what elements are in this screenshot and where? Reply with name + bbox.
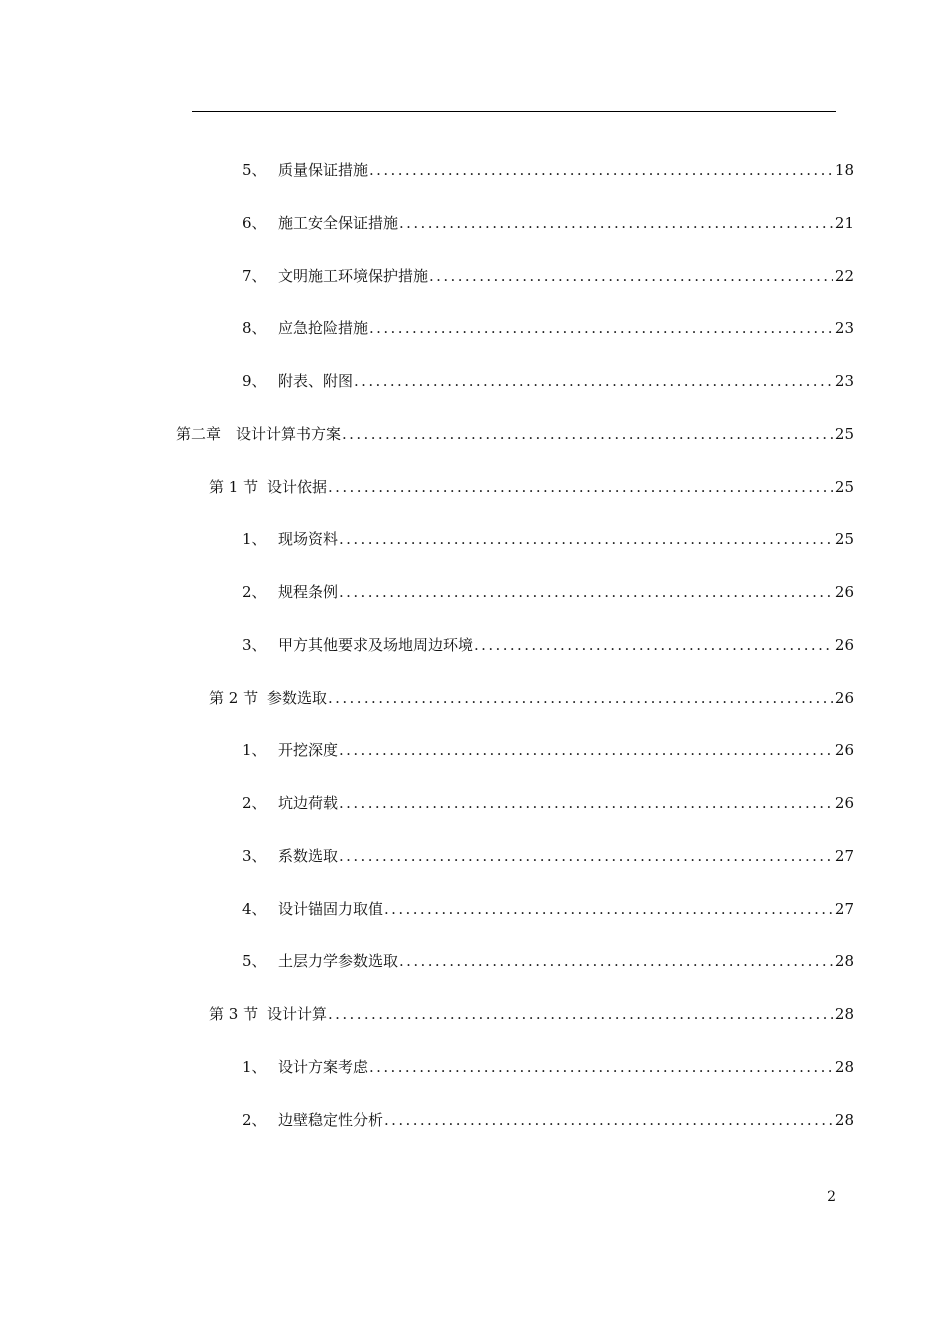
toc-entry[interactable]: [242, 949, 854, 973]
toc-dot-leader: [473, 633, 833, 657]
toc-entry[interactable]: [242, 1055, 854, 1079]
toc-entry-number: 4、: [242, 900, 267, 918]
toc-dot-leader: [398, 949, 833, 973]
toc-entry[interactable]: [242, 158, 854, 182]
toc-entry[interactable]: [242, 633, 854, 657]
toc-entry-page: 22: [834, 267, 854, 285]
toc-entry-page: 26: [834, 741, 854, 759]
toc-entry[interactable]: [242, 369, 854, 393]
toc-entry[interactable]: [242, 211, 854, 235]
toc-entry-section[interactable]: [209, 1002, 854, 1026]
toc-entry-title: 设计方案考虑: [278, 1058, 369, 1076]
toc-entry-page: 28: [834, 1005, 854, 1023]
toc-entry-page: 28: [834, 1111, 854, 1129]
toc-entry-title: 应急抢险措施: [278, 319, 369, 337]
toc-entry[interactable]: [242, 316, 854, 340]
toc-entry-title: 甲方其他要求及场地周边环境: [278, 636, 474, 654]
toc-entry-number: 6、: [242, 214, 267, 232]
toc-entry-page: 23: [834, 319, 854, 337]
toc-entry-number: 1、: [242, 1058, 267, 1076]
toc-entry-section[interactable]: [209, 475, 854, 499]
toc-entry-number: 2、: [242, 794, 267, 812]
toc-entry-page: 23: [834, 372, 854, 390]
toc-entry-title: 设计计算书方案: [236, 425, 342, 443]
toc-entry[interactable]: [242, 527, 854, 551]
toc-dot-leader: [398, 211, 833, 235]
toc-entry-page: 28: [834, 952, 854, 970]
toc-entry-number: 8、: [242, 319, 267, 337]
toc-entry-title: 设计依据: [267, 478, 328, 496]
toc-entry-page: 26: [834, 689, 854, 707]
toc-entry-title: 施工安全保证措施: [278, 214, 399, 232]
toc-dot-leader: [327, 475, 833, 499]
toc-entry-chapter[interactable]: [176, 422, 854, 446]
toc-dot-leader: [338, 791, 833, 815]
toc-entry-number: 5、: [242, 952, 267, 970]
toc-entry-page: 21: [834, 214, 854, 232]
toc-entry-page: 26: [834, 636, 854, 654]
toc-entry[interactable]: [242, 738, 854, 762]
toc-entry-title: 参数选取: [267, 689, 328, 707]
toc-dot-leader: [383, 897, 833, 921]
footer-page-number: 2: [827, 1189, 836, 1205]
toc-entry-page: 25: [834, 425, 854, 443]
toc-dot-leader: [353, 369, 833, 393]
toc-dot-leader: [428, 264, 833, 288]
toc-entry-title: 系数选取: [278, 847, 339, 865]
toc-entry-section[interactable]: [209, 686, 854, 710]
toc-entry-title: 边壁稳定性分析: [278, 1111, 384, 1129]
toc-entry-title: 设计计算: [267, 1005, 328, 1023]
toc-dot-leader: [341, 422, 833, 446]
toc-entry[interactable]: [242, 580, 854, 604]
toc-dot-leader: [383, 1108, 833, 1132]
toc-dot-leader: [368, 1055, 833, 1079]
toc-entry-title: 土层力学参数选取: [278, 952, 399, 970]
toc-entry-page: 26: [834, 794, 854, 812]
toc-entry-title: 规程条例: [278, 583, 339, 601]
toc-entry-number: 3、: [242, 636, 267, 654]
toc-entry[interactable]: [242, 1108, 854, 1132]
toc-dot-leader: [338, 738, 833, 762]
toc-dot-leader: [368, 316, 833, 340]
toc-entry-page: 18: [834, 161, 854, 179]
toc-dot-leader: [338, 844, 833, 868]
toc-entry-number: 5、: [242, 161, 267, 179]
toc-dot-leader: [368, 158, 833, 182]
toc-entry-page: 26: [834, 583, 854, 601]
toc-entry-page: 25: [834, 478, 854, 496]
toc-entry-title: 质量保证措施: [278, 161, 369, 179]
toc-entry-number: 3、: [242, 847, 267, 865]
toc-entry-number: 第二章: [176, 425, 222, 443]
toc-entry-number: 2、: [242, 1111, 267, 1129]
toc-entry-number: 第 2 节: [209, 689, 259, 707]
toc-entry-number: 第 3 节: [209, 1005, 259, 1023]
toc-entry-page: 25: [834, 530, 854, 548]
toc-entry-page: 27: [834, 847, 854, 865]
toc-dot-leader: [338, 580, 833, 604]
toc-entry-title: 开挖深度: [278, 741, 339, 759]
toc-entry-number: 第 1 节: [209, 478, 259, 496]
toc-dot-leader: [338, 527, 833, 551]
toc-entry-number: 1、: [242, 530, 267, 548]
toc-entry-number: 7、: [242, 267, 267, 285]
toc-entry-title: 现场资料: [278, 530, 339, 548]
toc-entry[interactable]: [242, 264, 854, 288]
toc-entry[interactable]: [242, 844, 854, 868]
toc-entry-title: 附表、附图: [278, 372, 354, 390]
toc-entry-page: 28: [834, 1058, 854, 1076]
toc-entry-page: 27: [834, 900, 854, 918]
toc-entry-title: 坑边荷载: [278, 794, 339, 812]
toc-entry-title: 文明施工环境保护措施: [278, 267, 429, 285]
toc-entry-number: 2、: [242, 583, 267, 601]
toc-entry-title: 设计锚固力取值: [278, 900, 384, 918]
toc-entry[interactable]: [242, 791, 854, 815]
toc-dot-leader: [327, 1002, 833, 1026]
toc-dot-leader: [327, 686, 833, 710]
toc-entry-number: 1、: [242, 741, 267, 759]
toc-entry[interactable]: [242, 897, 854, 921]
toc-entry-number: 9、: [242, 372, 267, 390]
